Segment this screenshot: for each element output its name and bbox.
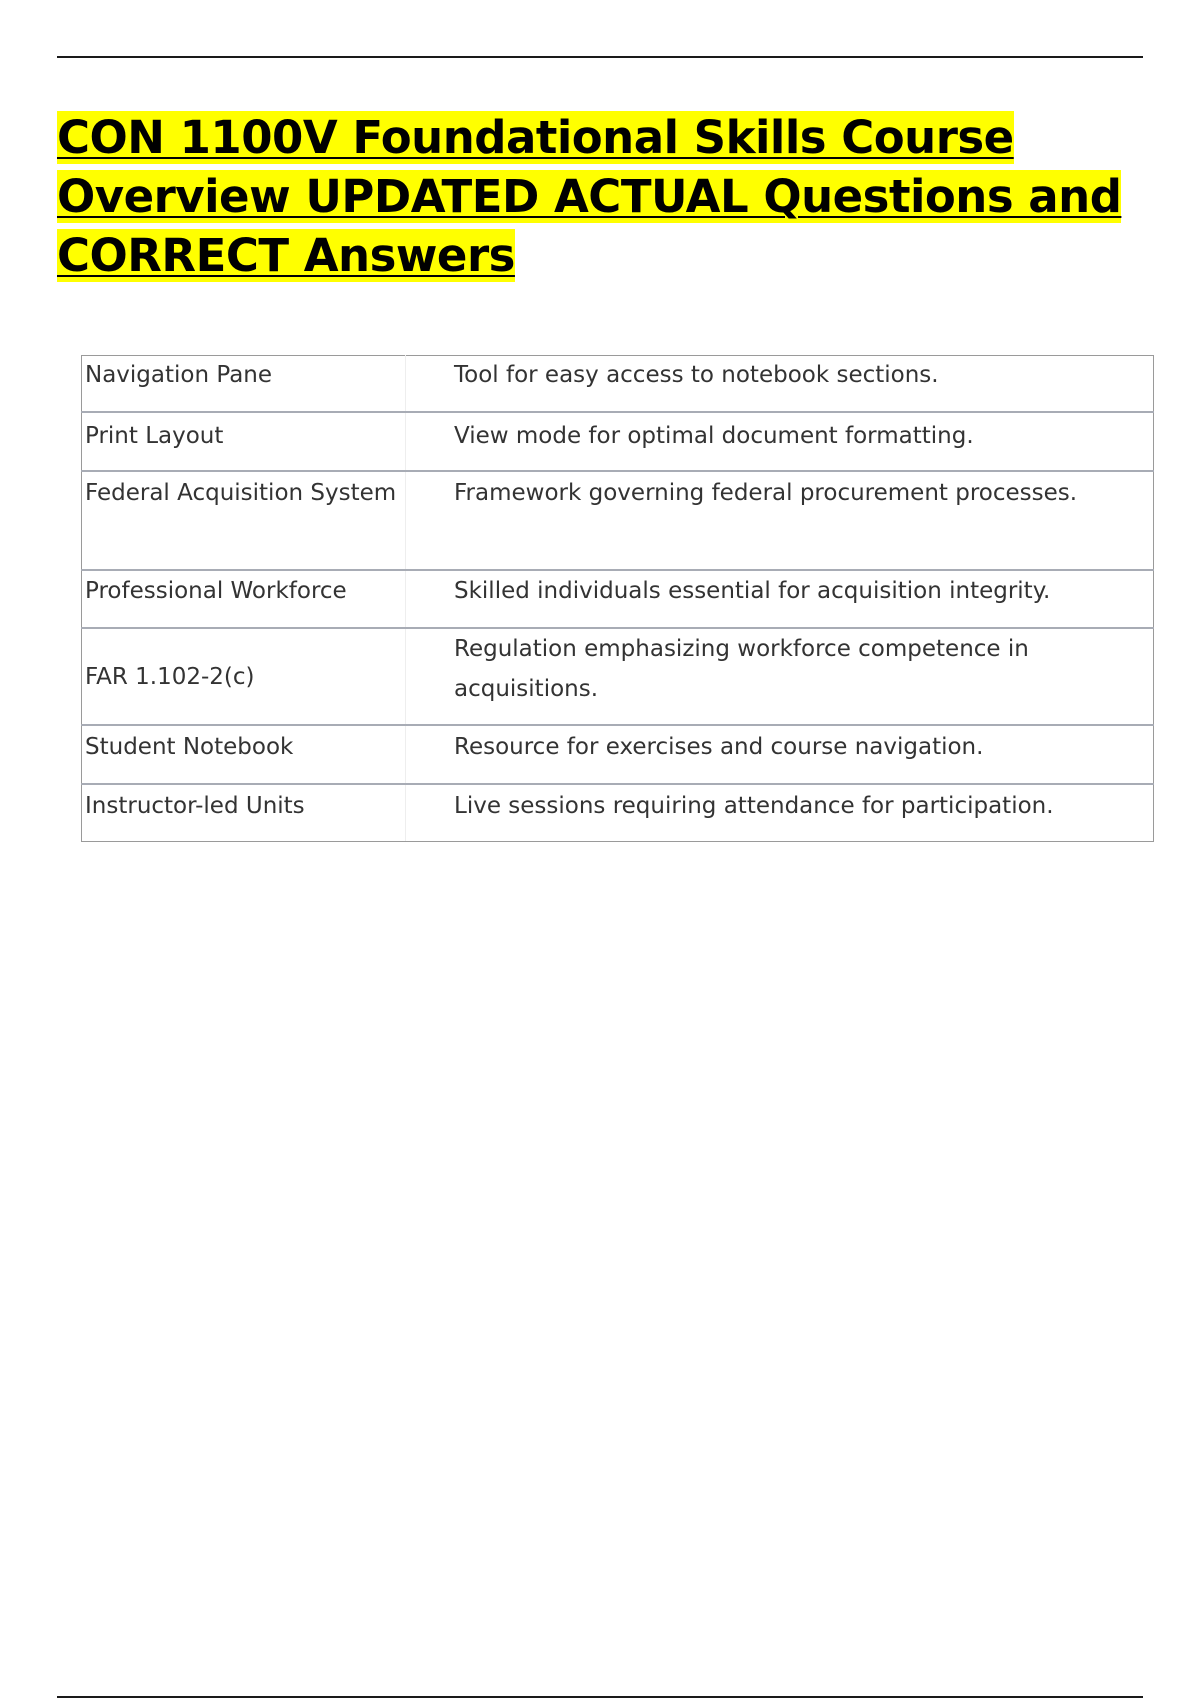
definition-cell: Live sessions requiring attendance for participation. xyxy=(406,784,1154,842)
definition-cell: Skilled individuals essential for acquisition integrity. xyxy=(406,570,1154,628)
document-title xyxy=(57,108,1167,285)
term-cell: FAR 1.102-2(c) xyxy=(82,628,406,725)
term-cell: Professional Workforce xyxy=(82,570,406,628)
table-row xyxy=(82,356,1154,413)
definition-cell: Framework governing federal procurement processes. xyxy=(406,471,1154,570)
definition-cell: Regulation emphasizing workforce competence in acquisitions. xyxy=(406,628,1154,725)
footer-rule xyxy=(57,1696,1143,1698)
definition-cell: Resource for exercises and course navigation. xyxy=(406,725,1154,784)
term-cell: Print Layout xyxy=(82,412,406,471)
qa-table xyxy=(81,355,1154,842)
term-cell: Federal Acquisition System xyxy=(82,471,406,570)
table-row xyxy=(82,628,1154,725)
document-title-text: CON 1100V Foundational Skills Course Overview UPDATED ACTUAL Questions and CORRECT Answers xyxy=(57,111,1122,282)
definition-cell: Tool for easy access to notebook sections. xyxy=(406,356,1154,413)
table-row xyxy=(82,784,1154,842)
table-row xyxy=(82,471,1154,570)
definition-cell: View mode for optimal document formatting. xyxy=(406,412,1154,471)
term-cell: Instructor-led Units xyxy=(82,784,406,842)
term-cell: Student Notebook xyxy=(82,725,406,784)
term-cell: Navigation Pane xyxy=(82,356,406,413)
table-row xyxy=(82,570,1154,628)
table-row xyxy=(82,725,1154,784)
table-row xyxy=(82,412,1154,471)
header-rule xyxy=(57,56,1143,58)
